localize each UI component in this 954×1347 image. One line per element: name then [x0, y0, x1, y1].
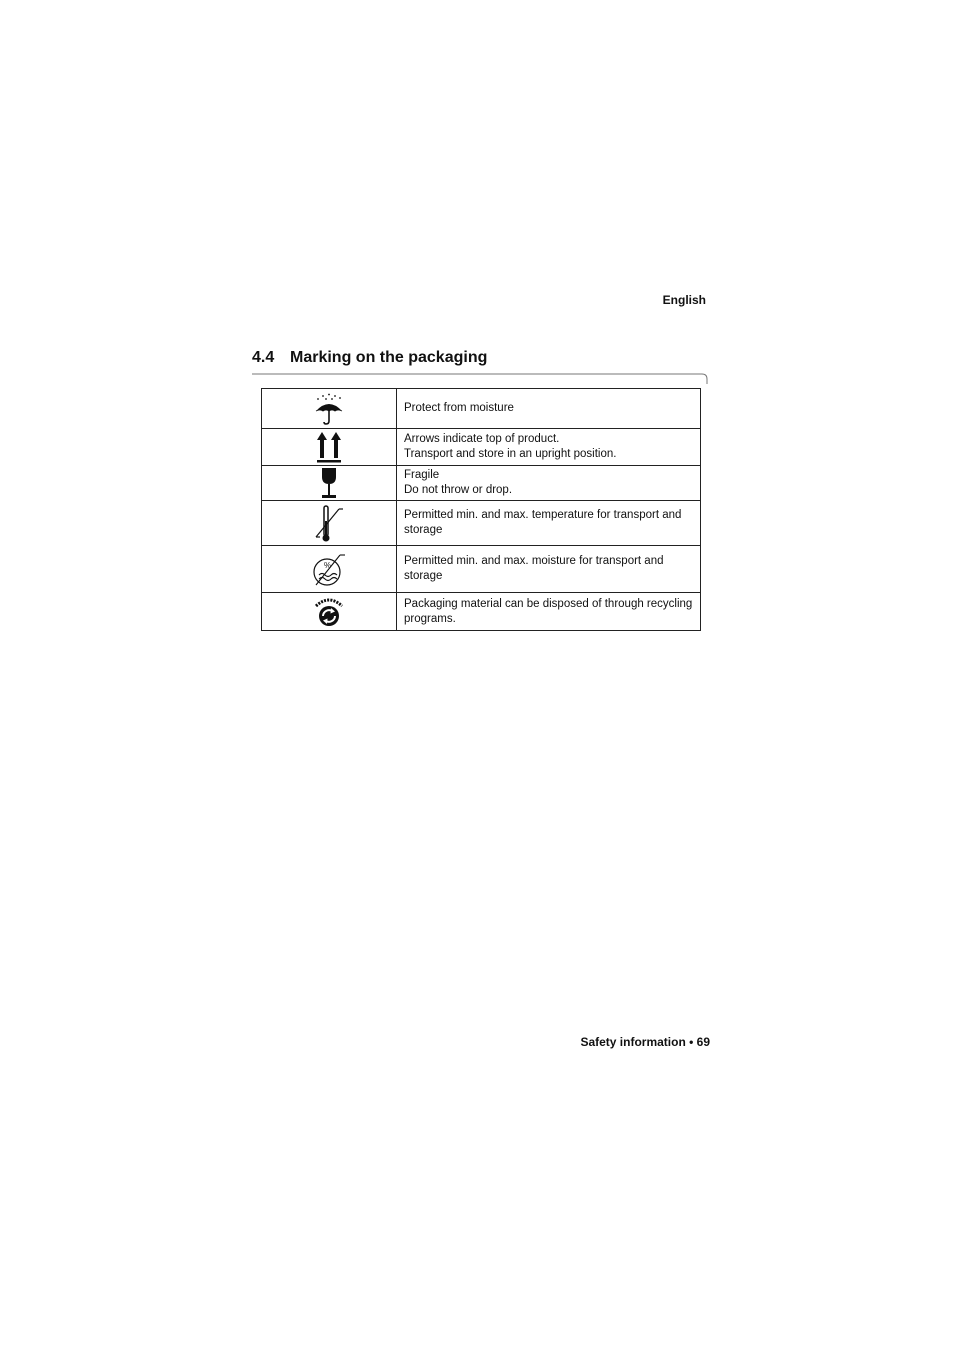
table-row [262, 389, 701, 429]
table-row [262, 466, 701, 501]
icon-cell [262, 429, 397, 466]
section-number: 4.4 [252, 349, 275, 366]
description-cell [397, 389, 701, 429]
svg-text:%: % [324, 561, 332, 570]
marking-table [261, 388, 701, 631]
language-label: English [662, 293, 706, 307]
description-line: Fragile [404, 469, 440, 481]
description-cell [397, 546, 701, 593]
section-heading [252, 349, 487, 367]
description-line: Do not throw or drop. [404, 484, 513, 496]
icon-cell [262, 546, 397, 593]
description-line: Transport and store in an upright position. [404, 448, 617, 460]
description-cell [397, 501, 701, 546]
table-row [262, 546, 701, 593]
icon-cell [262, 389, 397, 429]
icon-cell [262, 593, 397, 631]
green-dot-recycling-icon [312, 595, 346, 629]
description-cell [397, 429, 701, 466]
section-title: Marking on the packaging [290, 349, 488, 366]
description-cell [397, 466, 701, 501]
table-row [262, 501, 701, 546]
table-row [262, 429, 701, 466]
table-row [262, 593, 701, 631]
description-line: Protect from moisture [404, 402, 514, 414]
icon-cell [262, 466, 397, 501]
icon-cell [262, 501, 397, 546]
description-line: Arrows indicate top of product. [404, 433, 560, 445]
description-line: Permitted min. and max. moisture for transport and storage [404, 555, 664, 582]
upright-arrows-icon [316, 431, 342, 463]
fragile-glass-icon [319, 467, 339, 499]
heading-rule [252, 373, 708, 385]
temperature-limit-icon [314, 503, 344, 543]
umbrella-icon [313, 393, 345, 425]
description-line: Packaging material can be disposed of through recycling programs. [404, 597, 693, 625]
page-footer: Safety information • 69 [580, 1035, 710, 1049]
humidity-limit-icon [312, 549, 346, 589]
description-line: Permitted min. and max. temperature for transport and storage [404, 509, 682, 536]
description-cell [397, 593, 701, 631]
